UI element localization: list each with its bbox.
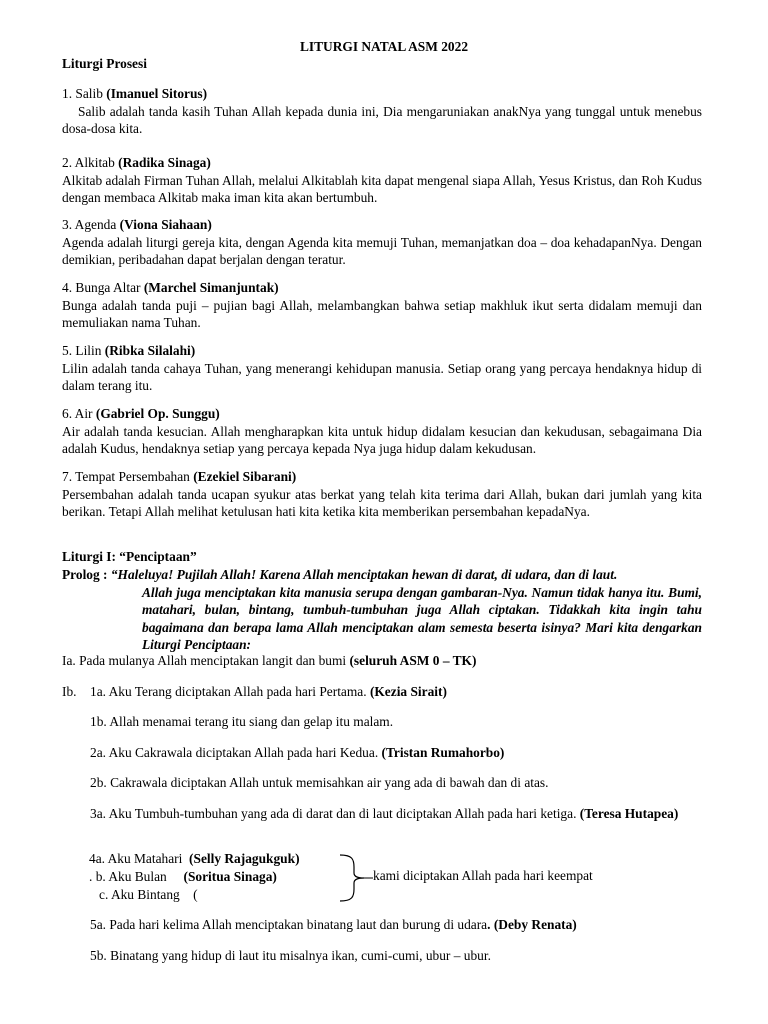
item-text: Agenda adalah liturgi gereja kita, dengan Agenda kita memuji Tuhan, memanjatkan doa – doa kehadapanNya. Dengan demikian, peribadahan dapat berjalan dengan teratur. [62,234,702,267]
item-text: Persembahan adalah tanda ucapan syukur atas berkat yang telah kita terima dari Allah, bukan dari jumlah yang kita berikan. Tetapi Allah melihat ketulusan hati kita ketika kita memberikan persembahan kepadaNya. [62,486,702,519]
document-title: LITURGI NATAL ASM 2022 [299,39,469,54]
line-5a: 5a. Pada hari kelima Allah menciptakan binatang laut dan burung di udara. (Deby Renata) [90,917,577,932]
item-text: Lilin adalah tanda cahaya Tuhan, yang menerangi kehidupan manusia. Setiap orang yang percaya hendaknya hidup di dalam terang itu. [62,360,702,393]
section-heading-penciptaan: Liturgi I: “Penciptaan” [62,549,197,564]
item-agenda: 3. Agenda (Viona Siahaan) Agenda adalah liturgi gereja kita, dengan Agenda kita memuji Tuhan, memanjatkan doa – doa kehadapanNya. Dengan demikian, peribadahan dapat berjalan dengan teratur. [62,217,702,267]
line-4b: . b. Aku Bulan (Soritua Sinaga) [89,869,277,884]
item-tempat-persembahan: 7. Tempat Persembahan (Ezekiel Sibarani) Persembahan adalah tanda ucapan syukur atas berkat yang telah kita terima dari Allah, bukan dari jumlah yang kita berikan. Tetapi Allah melihat ketulusan hati kita ketika kita memberikan persembahan kepadaNya. [62,469,702,519]
line-3a: 3a. Aku Tumbuh-tumbuhan yang ada di darat dan di laut diciptakan Allah pada hari ketiga. (Teresa Hutapea) [90,806,679,821]
item-text: Bunga adalah tanda puji – pujian bagi Allah, melambangkan bahwa setiap makhluk ikut serta didalam memuji dan memuliakan nama Tuhan. [62,297,702,330]
line-ia: Ia. Pada mulanya Allah menciptakan langit dan bumi (seluruh ASM 0 – TK) [62,653,477,668]
curly-brace-icon [338,853,374,903]
line-5b: 5b. Binatang yang hidup di laut itu misalnya ikan, cumi-cumi, ubur – ubur. [90,948,491,963]
item-text: Air adalah tanda kesucian. Allah mengharapkan kita untuk hidup didalam kesucian dan kekudusan, sebagaimana Dia adalah Kudus, hendaknya setiap yang percaya kepada Nya juga hidup dalam kekudusan. [62,423,702,456]
brace-note: kami diciptakan Allah pada hari keempat [373,868,593,883]
item-text: Salib adalah tanda kasih Tuhan Allah kepada dunia ini, Dia mengaruniakan anakNya yang tunggal untuk menebus dosa-dosa kita. [62,103,702,136]
prolog: Prolog : “Haleluya! Pujilah Allah! Karena Allah menciptakan hewan di darat, di udara, dan di laut. Allah juga menciptakan kita manusia serupa dengan gambaran-Nya. Namun tidak hanya itu. Bumi, matahari, bulan, bintang, tumbuh-tumbuhan juga Allah ciptakan. Tidakkah kita ingin tahu bagaimana dan berapa lama Allah menciptakan alam semesta beserta isinya? Mari kita dengarkan Liturgi Penciptaan: [62,567,702,652]
label-ib: Ib. [62,684,77,699]
line-4a: 4a. Aku Matahari (Selly Rajagukguk) [89,851,300,866]
prolog-body: Allah juga menciptakan kita manusia serupa dengan gambaran-Nya. Namun tidak hanya itu. Bumi, matahari, bulan, bintang, tumbuh-tumbuhan juga Allah ciptakan. Tidakkah kita ingin tahu bagaimana dan berapa lama Allah menciptakan alam semesta beserta isinya? Mari kita dengarkan Liturgi Penciptaan: [142,584,702,652]
line-2b: 2b. Cakrawala diciptakan Allah untuk memisahkan air yang ada di bawah dan di atas. [90,775,549,790]
line-2a: 2a. Aku Cakrawala diciptakan Allah pada hari Kedua. (Tristan Rumahorbo) [90,745,505,760]
line-4c: c. Aku Bintang ( [89,887,198,902]
item-alkitab: 2. Alkitab (Radika Sinaga) Alkitab adalah Firman Tuhan Allah, melalui Alkitablah kita dapat mengenal siapa Allah, Yesus Kristus, dan Roh Kudus dengan membaca Alkitab maka iman kita akan bertumbuh. [62,155,702,205]
item-text: Alkitab adalah Firman Tuhan Allah, melalui Alkitablah kita dapat mengenal siapa Allah, Yesus Kristus, dan Roh Kudus dengan membaca Alkitab maka iman kita akan bertumbuh. [62,172,702,205]
section-heading-prosesi: Liturgi Prosesi [62,56,147,71]
item-air: 6. Air (Gabriel Op. Sunggu) Air adalah tanda kesucian. Allah mengharapkan kita untuk hidup didalam kesucian dan kekudusan, sebagaimana Dia adalah Kudus, hendaknya setiap yang percaya kepada Nya juga hidup dalam kekudusan. [62,406,702,456]
item-salib: 1. Salib (Imanuel Sitorus) Salib adalah tanda kasih Tuhan Allah kepada dunia ini, Dia mengaruniakan anakNya yang tunggal untuk menebus dosa-dosa kita. [62,86,702,136]
item-bunga-altar: 4. Bunga Altar (Marchel Simanjuntak) Bunga adalah tanda puji – pujian bagi Allah, melambangkan bahwa setiap makhluk ikut serta didalam memuji dan memuliakan nama Tuhan. [62,280,702,330]
line-1a: 1a. Aku Terang diciptakan Allah pada hari Pertama. (Kezia Sirait) [90,684,447,699]
line-1b: 1b. Allah menamai terang itu siang dan gelap itu malam. [90,714,394,729]
item-lilin: 5. Lilin (Ribka Silalahi) Lilin adalah tanda cahaya Tuhan, yang menerangi kehidupan manusia. Setiap orang yang percaya hendaknya hidup di dalam terang itu. [62,343,702,393]
